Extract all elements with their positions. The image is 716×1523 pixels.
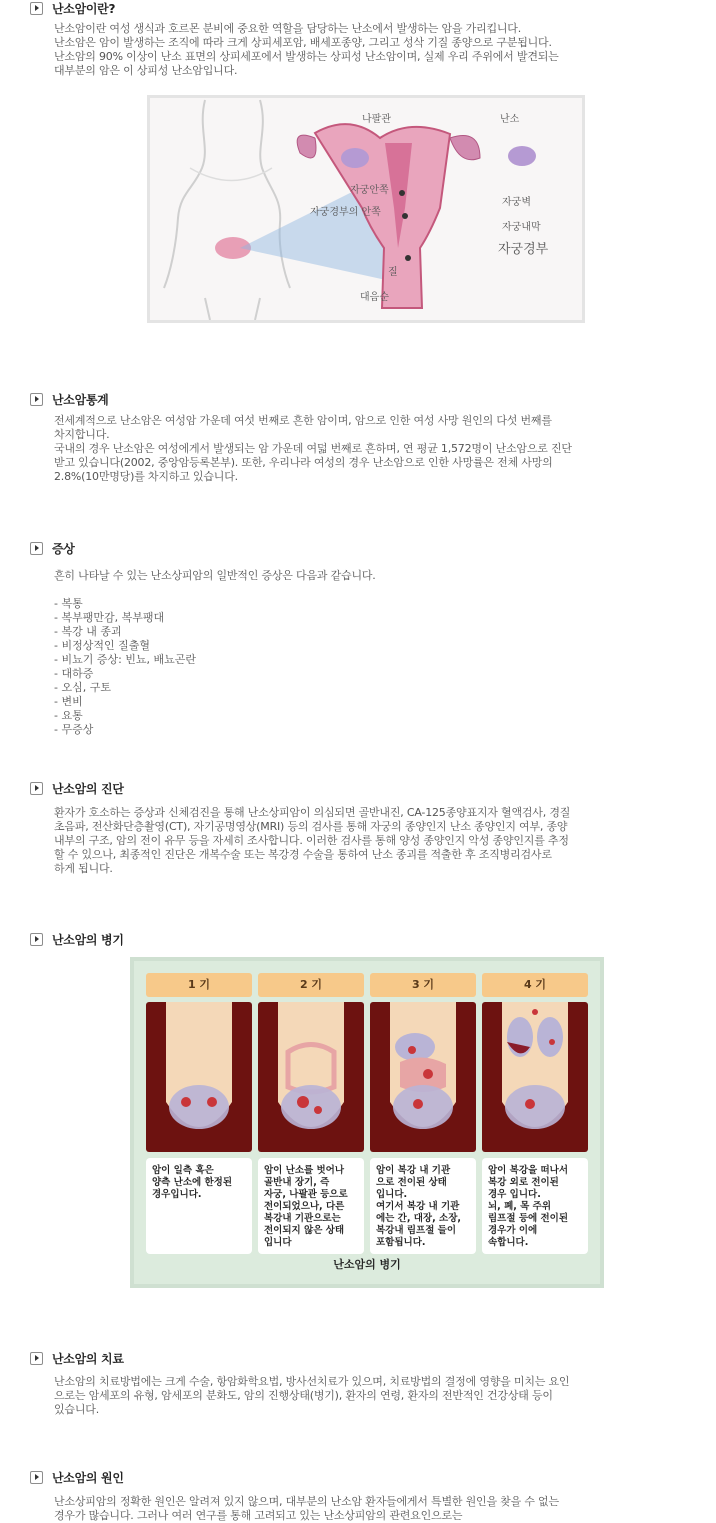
section-intro: 흔히 나타날 수 있는 난소상피암의 일반적인 증상은 다음과 같습니다. — [54, 569, 376, 582]
section-body: 전세계적으로 난소암은 여성암 가운데 여섯 번째로 흔한 암이며, 암으로 인한 여성 사망 원인의 다섯 번째를 차지합니다. 국내의 경우 난소암은 여성에게서 발생되는 암 가운데 여덟 번째로 흔하며, 연 평균 1,572명이 난소암으로 진단 받고 있습니다(2002, 중앙암등록본부). 또한, 우리나라 여성의 경우 난소암으로 인한 사망률은 전체 사망의 2.8%(10만명당)를 차지하고 있습니다. — [54, 414, 572, 483]
anatomy-figure — [147, 95, 585, 323]
stage-label: 4 기 — [482, 973, 588, 997]
stage-description: 암이 복강을 떠나서 복강 외로 전이된 경우 입니다. 뇌, 폐, 목 주위 림프절 등에 전이된 경우가 이에 속합니다. — [482, 1158, 588, 1254]
section-header-treatment — [30, 1350, 124, 1367]
section-body: 난소암이란 여성 생식과 호르몬 분비에 중요한 역할을 담당하는 난소에서 발생하는 암을 가리킵니다. 난소암은 암이 발생하는 조직에 따라 크게 상피세포암, 배세포종양, 그리고 성삭 기질 종양으로 구분됩니다. 난소암의 90% 이상이 난소 표면의 상피세포에서 발생하는 상피성 난소암이며, 실제 우리 주위에서 발견되는 대부분의 암은 이 상피성 난소암입니다. — [54, 22, 559, 77]
list-item: - 오심, 구토 — [54, 681, 111, 694]
stage-illustration — [482, 1002, 588, 1152]
label-cervix: 자궁경부 — [498, 242, 549, 257]
arrow-right-icon — [30, 393, 43, 406]
section-header-what — [30, 0, 115, 17]
arrow-right-icon — [30, 1352, 43, 1365]
label-fallopian: 나팔관 — [362, 114, 391, 125]
section-body: 환자가 호소하는 증상과 신체검진을 통해 난소상피암이 의심되면 골반내진, CA-125종양표지자 혈액검사, 경질 초음파, 전산화단층촬영(CT), 자기공명영상(MRI) 등의 검사를 통해 자궁의 종양인지 난소 종양인지 여부, 종양 내부의 구조, 암의 전이 유무 등을 자세히 조사합니다. 이러한 검사를 통해 양성 종양인지 악성 종양인지를 추정 할 수 있으나, 최종적인 진단은 개복수술 또는 복강경 수술을 통하여 난소 종괴를 적출한 후 조직병리검사로 하게 됩니다. — [54, 806, 571, 875]
list-item: - 변비 — [54, 695, 83, 708]
staging-figure — [130, 957, 604, 1288]
symptom-list — [54, 597, 196, 737]
section-header-diagnosis — [30, 780, 124, 797]
list-item: - 복부팽만감, 복부팽대 — [54, 611, 165, 624]
section-title: 난소암의 원인 — [52, 1471, 124, 1485]
section-title: 난소암의 병기 — [52, 933, 124, 947]
list-item: - 복통 — [54, 597, 83, 610]
stage-card — [370, 973, 476, 1254]
stage-card — [146, 973, 252, 1254]
list-item: - 복강 내 종괴 — [54, 625, 122, 638]
label-vagina: 질 — [388, 267, 398, 278]
stage-label: 2 기 — [258, 973, 364, 997]
stage-label: 3 기 — [370, 973, 476, 997]
label-uterine-wall: 자궁벽 — [502, 197, 531, 208]
stage-description: 암이 일측 혹은 양측 난소에 한정된 경우입니다. — [146, 1158, 252, 1254]
torso-illustration — [146, 1002, 252, 1152]
label-endometrium: 자궁내막 — [502, 222, 541, 233]
section-title: 증상 — [52, 542, 75, 556]
section-body: 난소상피암의 정확한 원인은 알려져 있지 않으며, 대부분의 난소암 환자들에게서 특별한 원인을 찾을 수 없는 경우가 많습니다. 그러나 여러 연구를 통해 고려되고 있는 난소상피암의 관련요인으로는 — [54, 1495, 559, 1522]
section-header-cause — [30, 1469, 124, 1486]
arrow-right-icon — [30, 1471, 43, 1484]
stage-card — [258, 973, 364, 1254]
list-item: - 대하증 — [54, 667, 94, 680]
stage-description: 암이 난소를 벗어나 골반내 장기, 즉 자궁, 나팔관 등으로 전이되었으나, 다른 복강내 기관으로는 전이되지 않은 상태 입니다 — [258, 1158, 364, 1254]
label-labia: 대음순 — [360, 292, 389, 303]
figure-caption: 난소암의 병기 — [333, 1258, 401, 1271]
stage-card — [482, 973, 588, 1254]
label-ovary: 난소 — [500, 114, 520, 125]
arrow-right-icon — [30, 542, 43, 555]
section-title: 난소암의 치료 — [52, 1352, 124, 1366]
section-header-stats — [30, 391, 108, 408]
stage-illustration — [370, 1002, 476, 1152]
list-item: - 무증상 — [54, 723, 94, 736]
section-title: 난소암의 진단 — [52, 782, 124, 796]
stage-label: 1 기 — [146, 973, 252, 997]
section-header-symptoms — [30, 540, 75, 557]
list-item: - 요통 — [54, 709, 83, 722]
stage-illustration — [146, 1002, 252, 1152]
section-title: 난소암이란? — [52, 2, 116, 16]
arrow-right-icon — [30, 2, 43, 15]
arrow-right-icon — [30, 933, 43, 946]
list-item: - 비뇨기 증상: 빈뇨, 배뇨곤란 — [54, 653, 197, 666]
section-body: 난소암의 치료방법에는 크게 수술, 항암화학요법, 방사선치료가 있으며, 치료방법의 결정에 영향을 미치는 요인 으로는 암세포의 유형, 암세포의 분화도, 암의 진행상태(병기), 환자의 연령, 환자의 전반적인 건강상태 등이 있습니다. — [54, 1375, 570, 1416]
stage-description: 암이 복강 내 기관 으로 전이된 상태 입니다. 여기서 복강 내 기관 에는 간, 대장, 소장, 복강내 림프절 들이 포함됩니다. — [370, 1158, 476, 1254]
label-cervix-inner: 자궁경부의 안쪽 — [310, 207, 381, 218]
list-item: - 비정상적인 질출혈 — [54, 639, 150, 652]
arrow-right-icon — [30, 782, 43, 795]
torso-illustration — [258, 1002, 364, 1152]
label-uterus-inner: 자궁안쪽 — [350, 185, 389, 196]
torso-illustration — [370, 1002, 476, 1152]
torso-illustration — [482, 1002, 588, 1152]
section-header-stage — [30, 931, 124, 948]
stage-illustration — [258, 1002, 364, 1152]
section-title: 난소암통계 — [52, 393, 109, 407]
